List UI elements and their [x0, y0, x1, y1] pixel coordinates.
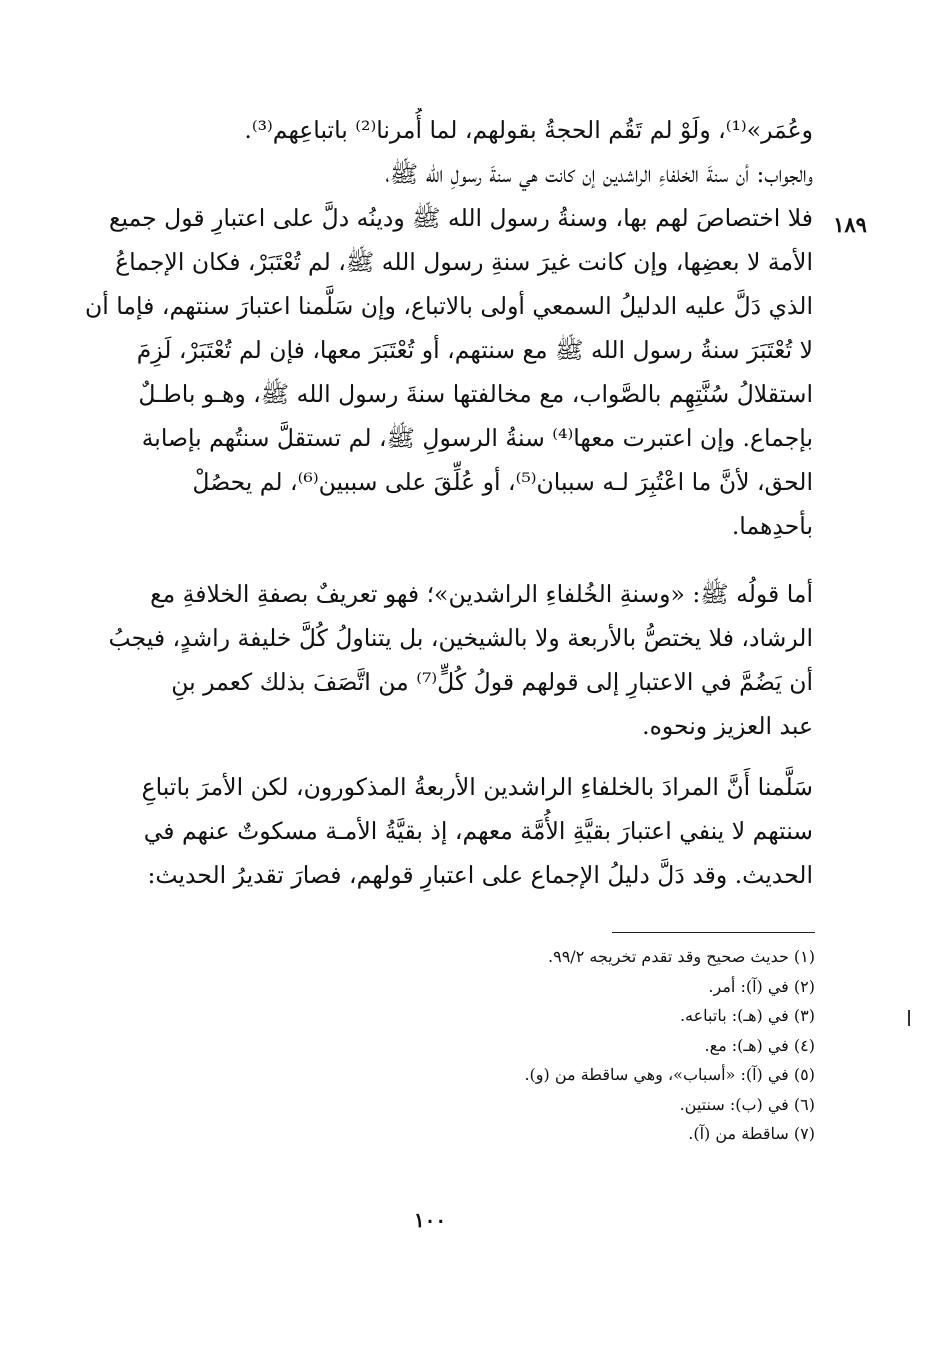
text-line: وعُمَر»⁽¹⁾، ولَوْ لم تَقُم الحجةُ بقولهم، لما أُمرنا⁽²⁾ باتباعِهم⁽³⁾.: [244, 116, 813, 144]
text-line: سنتهم لا ينفي اعتبارَ بقيَّةِ الأُمَّة معهم، إذ بقيَّةُ الأمـة مسكوتٌ عنهم في: [143, 817, 813, 845]
text-line: والجواب: أن سنةَ الخلفاءِ الراشدين إن كانت هي سنةَ رسولِ الله ﷺ،: [385, 160, 813, 188]
paragraph-hadith-comment: [78, 572, 813, 748]
footnote-7: (٧) ساقطة من (آ).: [688, 1124, 815, 1143]
footnote-separator: [612, 932, 815, 933]
text-line: فلا اختصاصَ لهم بها، وسنةُ رسول الله ﷺ ودينُه دلَّ على اعتبارِ قول جميع: [108, 204, 813, 232]
text-line: أما قولُه ﷺ: «وسنةِ الخُلفاءِ الراشدين»؛ فهو تعريفٌ بصفةِ الخلافةِ مع: [150, 580, 813, 608]
text-line: الحق، لأنَّ ما اعْتُبِرَ لـه سببان⁽⁵⁾، أو عُلِّقَ على سببين⁽⁶⁾، لم يحصُلْ: [192, 468, 813, 496]
paragraph-1: [78, 108, 813, 152]
text-line: أن يَضُمَّ في الاعتبارِ إلى قولهم قولُ كُلٍّ⁽⁷⁾ من اتَّصَفَ بذلك كعمر بنِ: [171, 668, 813, 696]
footnote-1: (١) حديث صحيح وقد تقدم تخريجه ٩٩/٢.: [548, 947, 815, 966]
footnote-2: (٢) في (آ): أمر.: [708, 976, 815, 996]
footnotes: [340, 942, 815, 1149]
footnote-4: (٤) في (هـ): مع.: [704, 1035, 815, 1055]
margin-page-reference: ١٨٩: [833, 212, 867, 237]
text-line: استقلالُ سُنَّتِهِم بالصَّواب، مع مخالفتها سنةَ رسول الله ﷺ، وهـو باطـلٌ: [138, 380, 813, 408]
footnote-6: (٦) في (ب): سنتين.: [679, 1094, 815, 1114]
paragraph-answer: [78, 152, 813, 548]
text-line: الذي دَلَّ عليه الدليلُ السمعي أولى بالاتباع، وإن سَلَّمنا اعتبارَ سنتهم، فإما أن: [85, 292, 813, 320]
page-number: ١٠٠: [413, 1208, 447, 1232]
text-line: الرشاد، فلا يختصُّ بالأربعة ولا بالشيخين، بل يتناولُ كُلَّ خليفة راشدٍ، فيجبُ: [108, 624, 813, 652]
text-line: بأحدِهما.: [731, 512, 813, 540]
text-line: سَلَّمنا أَنَّ المرادَ بالخلفاءِ الراشدين الأربعةُ المذكورون، لكن الأمرَ باتباعِ: [141, 773, 813, 801]
text-line: بإجماع. وإن اعتبرت معها⁽⁴⁾ سنةُ الرسولِ ﷺ، لم تستقلَّ سنتُهم بإصابة: [141, 424, 813, 452]
footnote-3: (٣) في (هـ): باتباعه.: [679, 1006, 815, 1025]
text-line: عبد العزيز ونحوه.: [642, 712, 813, 740]
text-line: الأمة لا بعضِها، وإن كانت غيرَ سنةِ رسول الله ﷺ، لم تُعْتَبَرْ، فكان الإجماعُ: [115, 248, 813, 276]
scan-mark: [908, 1010, 910, 1026]
text-line: الحديث. وقد دَلَّ دليلُ الإجماع على اعتبارِ قولهم، فصارَ تقديرُ الحديث:: [147, 861, 813, 889]
text-line: لا تُعْتَبَرَ سنةُ رسول الله ﷺ مع سنتهم، أو تُعْتَبَرَ معها، فإن لم تُعْتَبَرْ، لَزِمَ: [136, 336, 813, 364]
paragraph-concession: [78, 765, 813, 897]
footnote-5: (٥) في (آ): «أسباب»، وهي ساقطة من (و).: [524, 1065, 815, 1084]
